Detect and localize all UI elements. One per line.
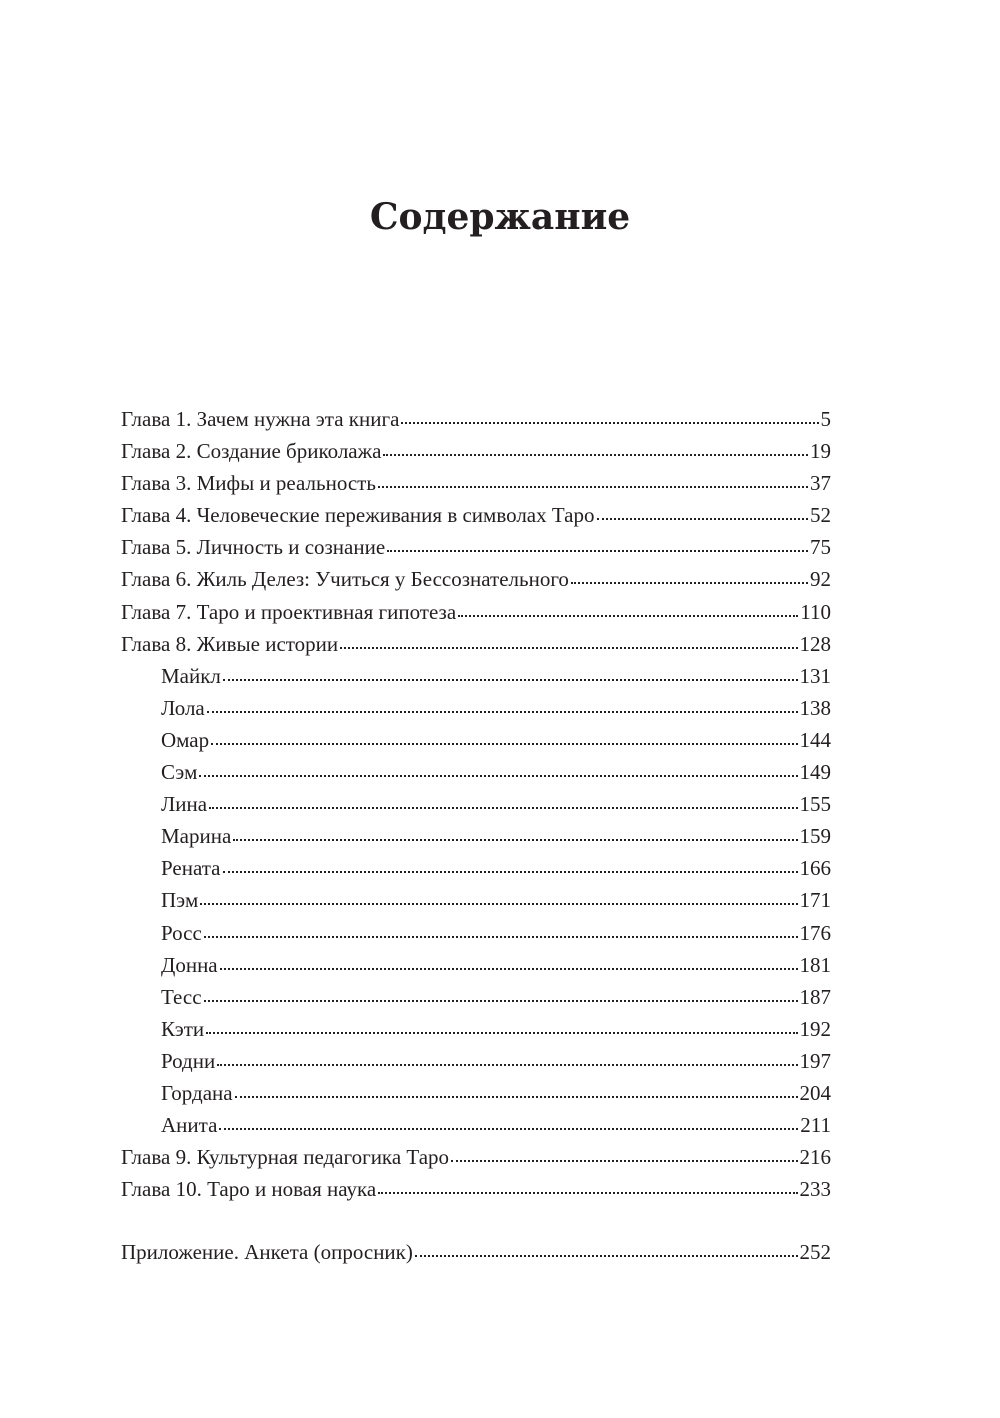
dot-leader xyxy=(383,438,808,458)
toc-page-number: 233 xyxy=(799,1177,831,1202)
dot-leader xyxy=(235,1080,798,1100)
toc-page-number: 197 xyxy=(799,1048,831,1073)
dot-leader xyxy=(211,727,797,747)
toc-page-number: 144 xyxy=(799,727,831,752)
toc-subentry xyxy=(121,1045,831,1077)
dot-leader xyxy=(199,759,797,779)
dot-leader xyxy=(219,1112,798,1132)
toc-page-number: 138 xyxy=(799,695,831,720)
toc-entry-label: Глава 5. Личность и сознание xyxy=(121,535,386,560)
dot-leader xyxy=(378,1176,797,1196)
toc-page-number: 252 xyxy=(799,1240,831,1265)
dot-leader xyxy=(597,502,808,522)
toc-page-number: 204 xyxy=(799,1080,831,1105)
toc-entry-chapter-8 xyxy=(121,628,831,660)
toc-entry-label: Анита xyxy=(161,1113,218,1138)
dot-leader xyxy=(571,566,808,586)
toc-entry-label: Глава 10. Таро и новая наука xyxy=(121,1177,377,1202)
dot-leader xyxy=(340,631,797,651)
dot-leader xyxy=(233,823,797,843)
toc-entry-label: Глава 1. Зачем нужна эта книга xyxy=(121,407,400,431)
dot-leader xyxy=(207,695,798,715)
toc-entry-label: Лола xyxy=(161,695,205,720)
toc-page-number: 149 xyxy=(799,760,831,785)
toc-page-number: 176 xyxy=(799,920,831,945)
toc-entry-label: Майкл xyxy=(161,663,221,688)
dot-leader xyxy=(458,599,798,619)
toc-entry-label: Глава 8. Живые истории xyxy=(121,631,339,656)
toc-page-number: 92 xyxy=(810,567,831,592)
toc-page-number: 216 xyxy=(799,1145,831,1170)
toc-entry-label: Сэм xyxy=(161,760,198,785)
toc-entry-label: Тесс xyxy=(161,984,202,1009)
toc-entry-chapter-4 xyxy=(121,499,831,531)
toc-entry-label: Лина xyxy=(161,792,208,817)
toc-entry-label: Глава 3. Мифы и реальность xyxy=(121,471,376,496)
toc-subentry xyxy=(121,820,831,852)
toc-page-number: 110 xyxy=(800,599,831,624)
toc-page-number: 211 xyxy=(800,1113,831,1138)
toc-subentry xyxy=(121,692,831,724)
toc-entry-label: Пэм xyxy=(161,888,199,913)
toc-subentry xyxy=(121,788,831,820)
dot-leader xyxy=(217,1048,797,1068)
toc-page-number: 192 xyxy=(799,1016,831,1041)
dot-leader xyxy=(401,406,818,426)
toc-entry-label: Кэти xyxy=(161,1016,205,1041)
dot-leader xyxy=(451,1144,797,1164)
toc-subentry xyxy=(121,917,831,949)
toc-page-number: 75 xyxy=(810,535,831,560)
toc-entry-label: Глава 4. Человеческие переживания в символах Таро xyxy=(121,503,595,528)
toc-page-number: 155 xyxy=(799,792,831,817)
toc-entry-chapter-5 xyxy=(121,531,831,563)
toc-entry-chapter-2 xyxy=(121,435,831,467)
toc-page-number: 159 xyxy=(799,824,831,849)
toc-page-number: 181 xyxy=(799,952,831,977)
toc-subentry xyxy=(121,884,831,916)
dot-leader xyxy=(223,663,798,683)
toc-entry-chapter-9 xyxy=(121,1141,831,1173)
toc-subentry xyxy=(121,660,831,692)
toc-page-number: 131 xyxy=(799,663,831,688)
toc-entry-label: Родни xyxy=(161,1048,216,1073)
toc-entry-appendix xyxy=(121,1236,831,1268)
toc-entry-label: Росс xyxy=(161,920,202,945)
toc-entry-chapter-6 xyxy=(121,563,831,595)
toc-subentry xyxy=(121,756,831,788)
toc-entry-label: Рената xyxy=(161,856,221,881)
dot-leader xyxy=(209,791,797,811)
toc-entry-chapter-7 xyxy=(121,596,831,628)
toc-subentry xyxy=(121,1077,831,1109)
toc-page-number: 187 xyxy=(799,984,831,1009)
dot-leader xyxy=(204,984,798,1004)
toc-subentry xyxy=(121,981,831,1013)
toc-entry-label: Марина xyxy=(161,824,232,849)
toc-entry-label: Глава 6. Жиль Делез: Учиться у Бессознательного xyxy=(121,567,569,592)
toc-entry-label: Омар xyxy=(161,727,210,752)
toc-entry-chapter-3 xyxy=(121,467,831,499)
dot-leader xyxy=(415,1239,798,1259)
toc-entry-label: Глава 9. Культурная педагогика Таро xyxy=(121,1145,450,1170)
toc-page-number: 19 xyxy=(810,439,831,464)
toc-subentry xyxy=(121,1013,831,1045)
dot-leader xyxy=(220,952,798,972)
toc-page-number: 5 xyxy=(820,407,831,431)
toc-page-number: 37 xyxy=(810,471,831,496)
toc-entry-label: Донна xyxy=(161,952,218,977)
toc-entry-label: Глава 2. Создание бриколажа xyxy=(121,439,382,464)
toc-subentry xyxy=(121,949,831,981)
toc-subentry xyxy=(121,724,831,756)
toc-entry-chapter-10 xyxy=(121,1173,831,1205)
dot-leader xyxy=(223,855,798,875)
toc-entry-label: Гордана xyxy=(161,1080,233,1105)
toc-subentry xyxy=(121,1109,831,1141)
toc-entry-label: Приложение. Анкета (опросник) xyxy=(121,1240,413,1265)
dot-leader xyxy=(387,534,808,554)
page-title: Содержание xyxy=(369,196,631,238)
toc-page-number: 171 xyxy=(799,888,831,913)
dot-leader xyxy=(200,887,797,907)
toc-page-number: 128 xyxy=(799,631,831,656)
toc-entry-label: Глава 7. Таро и проективная гипотеза xyxy=(121,599,457,624)
toc-page-number: 166 xyxy=(799,856,831,881)
toc-subentry xyxy=(121,852,831,884)
toc-page-number: 52 xyxy=(810,503,831,528)
table-of-contents xyxy=(121,403,831,1268)
dot-leader xyxy=(378,470,808,490)
dot-leader xyxy=(204,920,798,940)
toc-entry-chapter-1 xyxy=(121,403,831,435)
dot-leader xyxy=(206,1016,797,1036)
